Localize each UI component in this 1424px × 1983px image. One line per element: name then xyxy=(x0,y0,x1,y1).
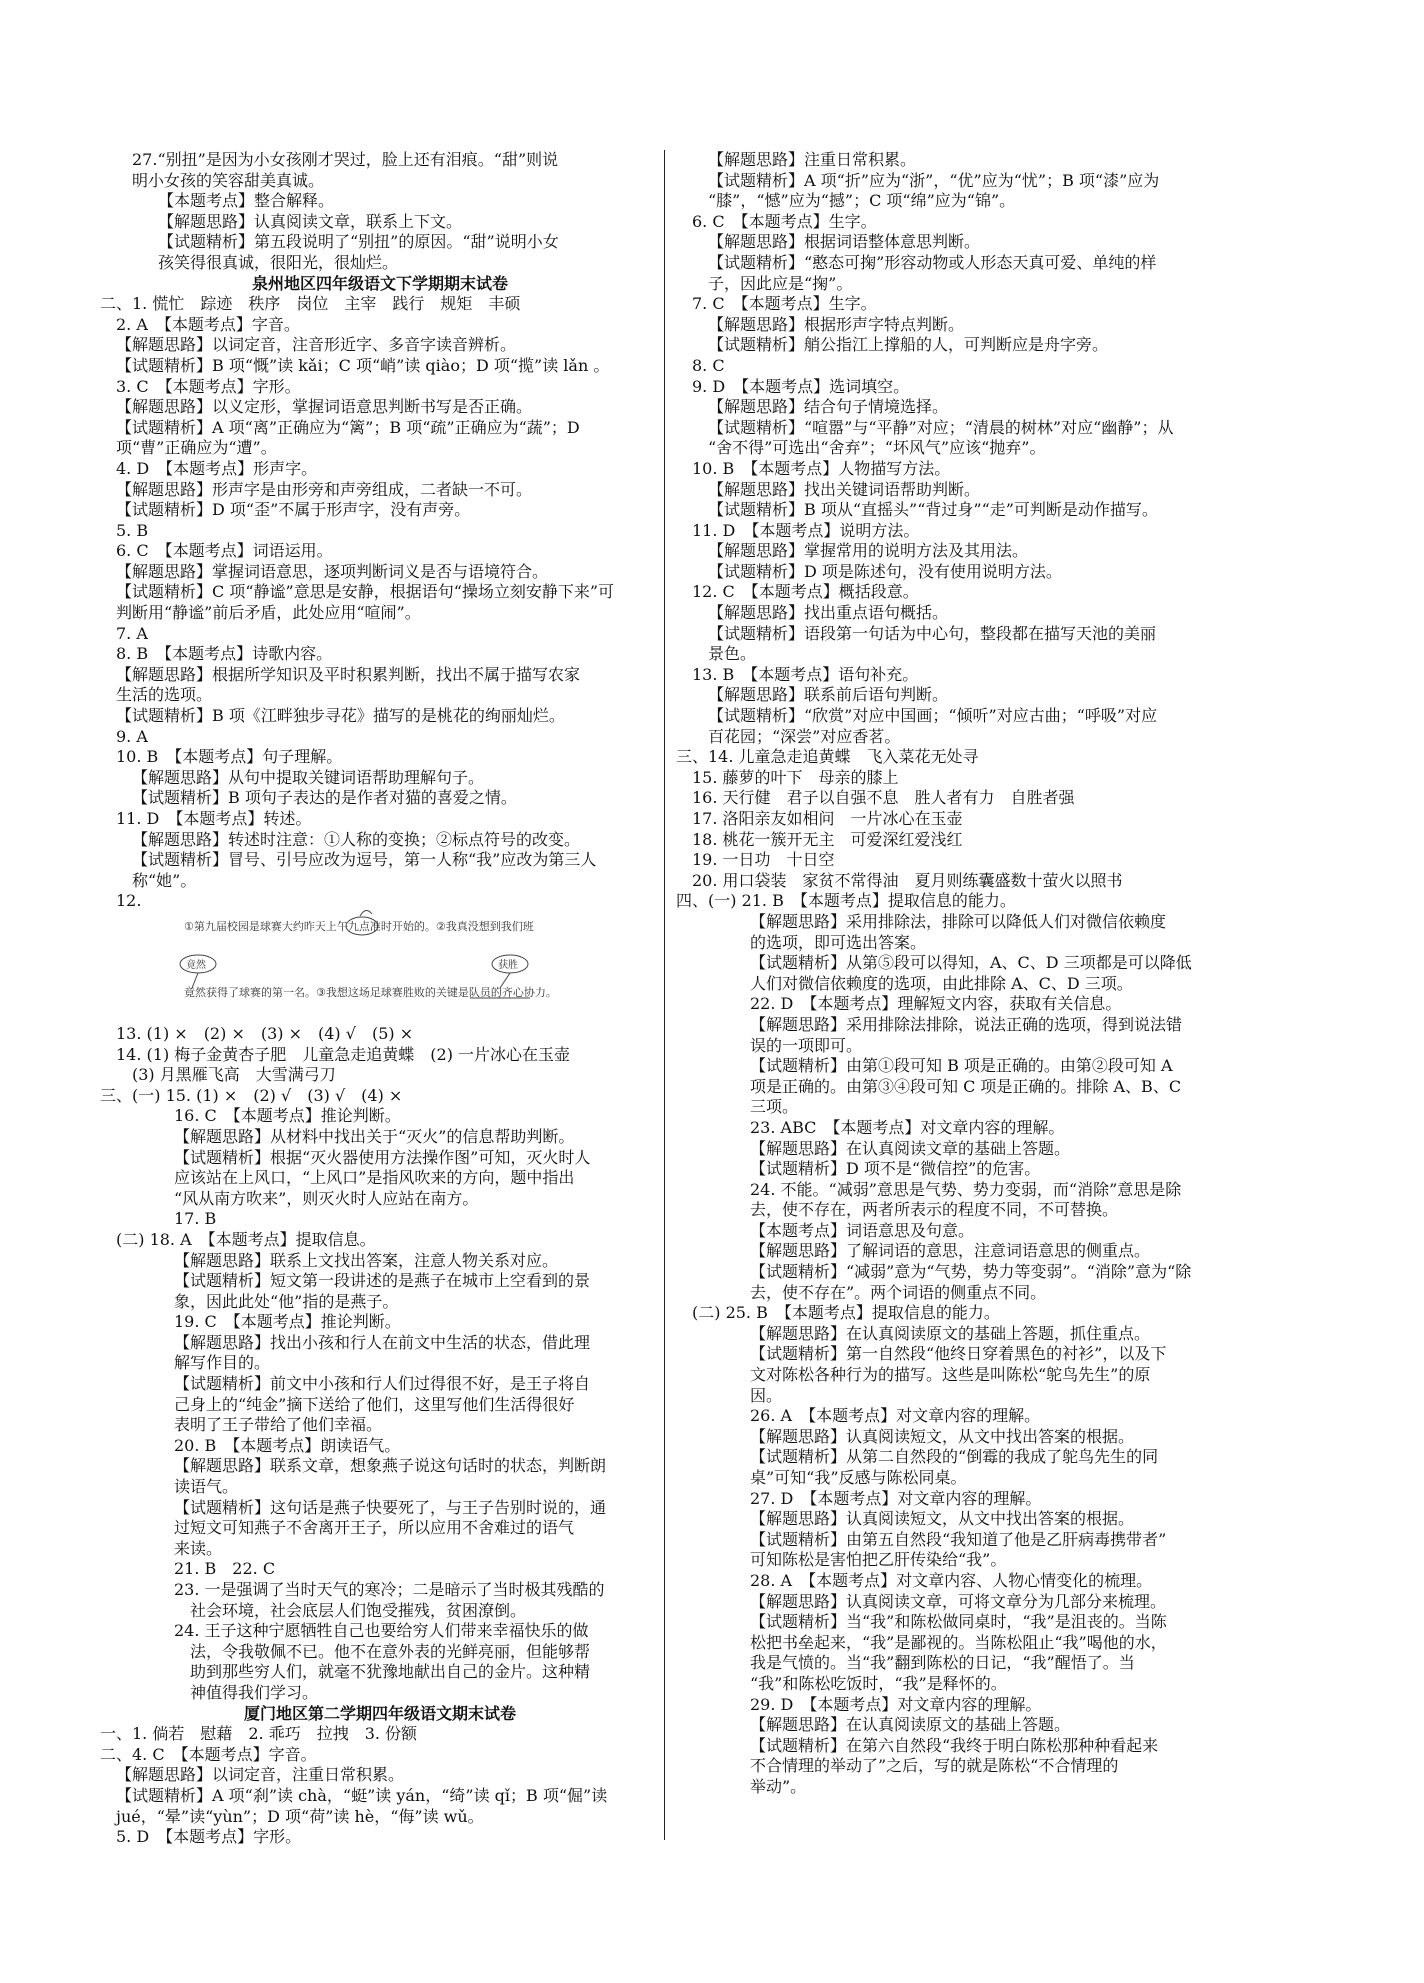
answer-line: 【解题思路】认真阅读文章，可将文章分为几部分来梳理。 xyxy=(750,1591,1167,1611)
answer-line: 【试题精析】A 项“刹”读 chà，“蜓”读 yán，“绮”读 qǐ；B 项“倔”读 xyxy=(116,1785,608,1805)
answer-line: 【试题精析】语段第一句话为中心句，整段都在描写天池的美丽 xyxy=(708,623,1157,643)
answer-line: 【试题精析】B 项《江畔独步寻花》描写的是桃花的绚丽灿烂。 xyxy=(116,706,565,726)
answer-line: 举动”。 xyxy=(750,1776,807,1796)
answer-line: 象，因此此处“他”指的是燕子。 xyxy=(174,1291,399,1311)
answer-line: 【试题精析】D 项“歪”不属于形声字，没有声旁。 xyxy=(116,500,471,520)
q12-correction-figure xyxy=(170,904,660,1022)
answer-line: 【试题精析】前文中小孩和行人们过得很不好，是王子将自 xyxy=(174,1374,591,1394)
answer-line: 7. C 【本题考点】生字。 xyxy=(692,294,877,314)
figure-label-a: 竟然 xyxy=(186,960,206,971)
answer-line: (二) 18. A 【本题考点】提取信息。 xyxy=(116,1229,376,1249)
answer-line: 【试题精析】从第二自然段的“倒霉的我成了鸵鸟先生的同 xyxy=(750,1447,1159,1467)
answer-line: 三项。 xyxy=(750,1097,799,1117)
answer-line: 【试题精析】B 项句子表达的是作者对猫的喜爱之情。 xyxy=(132,788,517,808)
answer-line: 17. B xyxy=(174,1209,217,1229)
answer-line: “风从南方吹来”，则灭火时人应站在南方。 xyxy=(174,1188,479,1208)
answer-line: 17. 洛阳亲友如相问 一片冰心在玉壶 xyxy=(692,809,963,828)
answer-line: 16. C 【本题考点】推论判断。 xyxy=(174,1106,401,1126)
answer-line: 【本题考点】整合解释。 xyxy=(158,191,335,211)
answer-line: 28. A 【本题考点】对文章内容、人物心情变化的梳理。 xyxy=(750,1570,1153,1590)
answer-line: 24. 不能。“减弱”意思是气势、势力变弱，而“消除”意思是除 xyxy=(750,1179,1182,1199)
answer-line: 【试题精析】“欣赏”对应中国画；“倾听”对应古曲；“呼吸”对应 xyxy=(708,706,1158,726)
answer-line: 三、14. 儿童急走追黄蝶 飞入菜花无处寻 xyxy=(676,747,979,767)
answer-line: 判断用“静谧”前后矛盾，此处应用“喧闹”。 xyxy=(116,603,421,623)
answer-line: 【解题思路】以义定形，掌握词语意思判断书写是否正确。 xyxy=(116,397,533,417)
answer-line: 项“曹”正确应为“遭”。 xyxy=(116,438,277,458)
answer-line: 【试题精析】D 项不是“微信控”的危害。 xyxy=(750,1159,1041,1179)
answer-line: 桌”可知“我”反感与陈松同桌。 xyxy=(750,1468,967,1487)
answer-line: 11. D 【本题考点】转述。 xyxy=(116,809,312,828)
answer-line: 【试题精析】由第五自然段“我知道了他是乙肝病毒携带者” xyxy=(750,1529,1167,1549)
answer-line: 【解题思路】从材料中找出关于“灭火”的信息帮助判断。 xyxy=(174,1126,575,1146)
answer-line: 【解题思路】注重日常积累。 xyxy=(708,150,917,169)
answer-line: 可知陈松是害怕把乙肝传染给“我”。 xyxy=(750,1550,1007,1570)
answer-line: 【解题思路】采用排除法，排除可以降低人们对微信依赖度 xyxy=(750,911,1167,931)
answer-line: 16. 天行健 君子以自强不息 胜人者有力 自胜者强 xyxy=(692,788,1075,808)
answer-line: 【试题精析】第一自然段“他终日穿着黑色的衬衫”，以及下 xyxy=(750,1344,1167,1364)
answer-line: 二、4. C 【本题考点】字音。 xyxy=(100,1744,317,1764)
answer-line: 社会环境，社会底层人们饱受摧残，贫困潦倒。 xyxy=(190,1600,527,1620)
answer-line: 【试题精析】根据“灭火器使用方法操作图”可知，灭火时人 xyxy=(174,1147,591,1167)
answer-line: 不合情理的举动了”之后，写的就是陈松“不合情理的 xyxy=(750,1756,1119,1776)
answer-line: 过短文可知燕子不舍离开王子，所以应用不舍难过的语气 xyxy=(174,1518,575,1538)
answer-line: 24. 王子这种宁愿牺牲自己也要给穷人们带来幸福快乐的做 xyxy=(174,1621,589,1641)
answer-line: 【试题精析】短文第一段讲述的是燕子在城市上空看到的景 xyxy=(174,1271,591,1291)
answer-line: jué，“晕”读“yùn”；D 项“荷”读 hè，“侮”读 wǔ。 xyxy=(116,1806,484,1826)
answer-line: 神值得我们学习。 xyxy=(190,1682,319,1702)
right-column xyxy=(676,150,1242,1798)
answer-line: 【解题思路】在认真阅读原文的基础上答题。 xyxy=(750,1715,1071,1735)
answer-line: 【解题思路】认真阅读文章，联系上下文。 xyxy=(158,211,463,231)
answer-line: “舍不得”可选出“舍弃”；“坏风气”应该“抛弃”。 xyxy=(708,438,1046,458)
answer-line: 【试题精析】由第①段可知 B 项是正确的。由第②段可知 A xyxy=(750,1056,1173,1076)
answer-line: (3) 月黑雁飞高 大雪满弓刀 xyxy=(132,1065,336,1085)
answer-line: 10. B 【本题考点】人物描写方法。 xyxy=(692,458,951,478)
answer-line: 【解题思路】结合句子情境选择。 xyxy=(708,397,949,417)
answer-line: 2. A 【本题考点】字音。 xyxy=(116,314,300,334)
answer-line: 5. D 【本题考点】字形。 xyxy=(116,1827,302,1847)
answer-line: 【解题思路】形声字是由形旁和声旁组成，二者缺一不可。 xyxy=(116,479,533,499)
answer-line: 19. 一日功 十日空 xyxy=(692,850,835,870)
answer-line: 27. D 【本题考点】对文章内容的理解。 xyxy=(750,1488,1042,1508)
answer-line: 【解题思路】找出关键词语帮助判断。 xyxy=(708,479,981,499)
answer-line: 己身上的“纯金”摘下送给了他们，这里写他们生活得很好 xyxy=(174,1394,575,1414)
answer-line: 【解题思路】了解词语的意思，注意词语意思的侧重点。 xyxy=(750,1241,1151,1261)
answer-line: 9. A xyxy=(116,726,148,746)
answer-line: 【解题思路】联系文章，想象燕子说这句话时的状态，判断朗 xyxy=(174,1456,607,1476)
answer-line: 去，使不存在，两者所表示的程度不同，不可替换。 xyxy=(750,1200,1119,1220)
answer-line: 的选项，即可选出答案。 xyxy=(750,932,927,952)
answer-line: 22. D 【本题考点】理解短文内容，获取有关信息。 xyxy=(750,994,1122,1014)
answer-line: “膝”，“憾”应为“撼”；C 项“绵”应为“锦”。 xyxy=(708,191,1016,211)
answer-line: 因。 xyxy=(750,1385,783,1405)
answer-line: 12. xyxy=(116,891,142,911)
answer-line: 【试题精析】A 项“折”应为“浙”，“优”应为“忧”；B 项“漆”应为 xyxy=(708,170,1160,190)
answer-line: 我是气愤的。当“我”翻到陈松的日记，“我”醒悟了。当 xyxy=(750,1653,1135,1673)
answer-line: 8. B 【本题考点】诗歌内容。 xyxy=(116,644,333,664)
answer-line: 【试题精析】从第⑤段可以得知，A、C、D 三项都是可以降低 xyxy=(750,953,1192,973)
answer-line: 18. 桃花一簇开无主 可爱深红爱浅红 xyxy=(692,829,963,849)
answer-line: 19. C 【本题考点】推论判断。 xyxy=(174,1312,401,1332)
answer-line: 四、(一) 21. B 【本题考点】提取信息的能力。 xyxy=(676,891,1016,911)
answer-line: 15. 藤萝的叶下 母亲的膝上 xyxy=(692,767,899,787)
section-title: 厦门地区第二学期四年级语文期末试卷 xyxy=(243,1703,516,1723)
answer-line: 人们对微信依赖度的选项，由此排除 A、C、D 三项。 xyxy=(750,973,1133,993)
answer-line: 【解题思路】认真阅读短文，从文中找出答案的根据。 xyxy=(750,1426,1135,1446)
answer-line: 二、1. 慌忙 踪迹 秩序 岗位 主宰 践行 规矩 丰硕 xyxy=(100,294,521,314)
answer-line: 【试题精析】“喧嚣”与“平静”对应；“清晨的树林”对应“幽静”；从 xyxy=(708,417,1174,437)
answer-line: 【试题精析】第五段说明了“别扭”的原因。“甜”说明小女 xyxy=(158,232,559,252)
answer-line: 【解题思路】根据词语整体意思判断。 xyxy=(708,232,981,252)
answer-line: 【解题思路】采用排除法排除，说法正确的选项，得到说法错 xyxy=(750,1014,1183,1034)
figure-line-2: 竟然获得了球赛的第一名。③我想这场足球赛胜败的关键是队员的齐心协力。 xyxy=(184,986,557,999)
answer-line: 23. 一是强调了当时天气的寒冷；二是暗示了当时极其残酷的 xyxy=(174,1580,605,1599)
answer-line: 【解题思路】联系上文找出答案，注意人物关系对应。 xyxy=(174,1250,559,1270)
answer-line: 明小女孩的笑容甜美真诚。 xyxy=(132,170,325,190)
answer-line: 【试题精析】D 项是陈述句，没有使用说明方法。 xyxy=(708,561,1062,581)
answer-line: 法，令我敬佩不已。他不在意外表的光鲜亮丽，但能够帮 xyxy=(190,1641,591,1661)
answer-line: 13. B 【本题考点】语句补充。 xyxy=(692,664,919,684)
answer-line: 【试题精析】在第六自然段“我终于明白陈松那种种看起来 xyxy=(750,1735,1159,1755)
answer-line: 8. C xyxy=(692,355,725,375)
answer-line: 【解题思路】根据所学知识及平时积累判断，找出不属于描写农家 xyxy=(116,664,581,684)
answer-line: 项是正确的。由第③④段可知 C 项是正确的。排除 A、B、C xyxy=(750,1076,1182,1096)
answer-line: 【解题思路】以词定音，注音形近字、多音字读音辨析。 xyxy=(116,335,517,355)
answer-line: 景色。 xyxy=(708,644,757,664)
answer-line: 20. B 【本题考点】朗读语气。 xyxy=(174,1435,401,1455)
answer-line: 3. C 【本题考点】字形。 xyxy=(116,376,301,396)
answer-line: 助到那些穷人们，就毫不犹豫地献出自己的金片。这种精 xyxy=(190,1662,591,1682)
answer-line: 29. D 【本题考点】对文章内容的理解。 xyxy=(750,1694,1042,1714)
answer-line: 一、1. 倘若 慰藉 2. 乖巧 拉拽 3. 份额 xyxy=(100,1724,418,1744)
answer-line: 【试题精析】C 项“静谧”意思是安静，根据语句“操场立刻安静下来”可 xyxy=(116,582,615,602)
answer-line: 【试题精析】“憨态可掬”形容动物或人形态天真可爱、单纯的样 xyxy=(708,252,1157,272)
answer-line: 【解题思路】找出重点语句概括。 xyxy=(708,603,949,623)
answer-line: 表明了王子带给了他们幸福。 xyxy=(174,1415,383,1435)
answer-line: 【解题思路】以词定音，注重日常积累。 xyxy=(116,1765,405,1785)
answer-line: 6. C 【本题考点】词语运用。 xyxy=(116,541,333,561)
answer-line: 【解题思路】掌握常用的说明方法及其用法。 xyxy=(708,541,1029,561)
answer-line: 【解题思路】认真阅读短文，从文中找出答案的根据。 xyxy=(750,1509,1135,1529)
answer-line: (二) 25. B 【本题考点】提取信息的能力。 xyxy=(692,1303,1000,1323)
answer-line: 孩笑得很真诚，很阳光，很灿烂。 xyxy=(158,252,399,272)
answer-line: 误的一项即可。 xyxy=(750,1035,863,1055)
answer-line: 【解题思路】找出小孩和行人在前文中生活的状态，借此理 xyxy=(174,1332,591,1352)
column-divider xyxy=(664,150,665,1840)
answer-line: 百花园；“深尝”对应香茗。 xyxy=(708,726,901,746)
answer-line: 【解题思路】掌握词语意思，逐项判断词义是否与语境符合。 xyxy=(116,561,549,581)
answer-line: 读语气。 xyxy=(174,1477,239,1497)
answer-line: 26. A 【本题考点】对文章内容的理解。 xyxy=(750,1406,1041,1426)
answer-line: 【试题精析】A 项“离”正确应为“篱”；B 项“疏”正确应为“蔬”；D xyxy=(116,417,580,437)
answer-line: 三、(一) 15. (1) × (2) √ (3) √ (4) × xyxy=(100,1085,403,1105)
answer-line: 4. D 【本题考点】形声字。 xyxy=(116,458,318,478)
answer-line: 【解题思路】从句中提取关键词语帮助理解句子。 xyxy=(132,767,485,787)
answer-line: 来读。 xyxy=(174,1538,223,1558)
answer-line: 【试题精析】B 项“慨”读 kǎi；C 项“峭”读 qiào；D 项“揽”读 lǎn 。 xyxy=(116,355,610,375)
answer-line: 14. (1) 梅子金黄杏子肥 儿童急走追黄蝶 (2) 一片冰心在玉壶 xyxy=(116,1044,571,1064)
answer-line: 松把书垒起来，“我”是鄙视的。当陈松阻止“我”喝他的水， xyxy=(750,1632,1167,1652)
answer-line: “我”和陈松吃饭时，“我”是释怀的。 xyxy=(750,1673,1007,1693)
correction-marks-svg xyxy=(170,904,660,1022)
answer-line: 文对陈松各种行为的描写。这些是叫陈松“鸵鸟先生”的原 xyxy=(750,1365,1151,1385)
answer-line: 13. (1) × (2) × (3) × (4) √ (5) × xyxy=(116,1023,414,1043)
answer-line: 20. 用口袋装 家贫不常得油 夏月则练囊盛数十萤火以照书 xyxy=(692,870,1123,890)
insert-mark xyxy=(360,910,372,916)
answer-line: 11. D 【本题考点】说明方法。 xyxy=(692,520,920,540)
answer-line: 应该站在上风口，“上风口”是指风吹来的方向，题中指出 xyxy=(174,1168,575,1188)
section-title: 泉州地区四年级语文下学期期末试卷 xyxy=(251,273,508,293)
answer-line: 21. B 22. C xyxy=(174,1559,276,1579)
answer-line: 【试题精析】B 项从“直摇头”“背过身”“走”可判断是动作描写。 xyxy=(708,500,1158,520)
answer-line: 生活的选项。 xyxy=(116,685,213,705)
answer-line: 6. C 【本题考点】生字。 xyxy=(692,211,877,231)
answer-line: 【试题精析】当“我”和陈松做同桌时，“我”是沮丧的。当陈 xyxy=(750,1612,1167,1632)
answer-line: 去，使不存在”。两个词语的侧重点不同。 xyxy=(750,1282,1047,1302)
answer-line: 【试题精析】“减弱”意为“气势，势力等变弱”。“消除”意为“除 xyxy=(750,1262,1192,1282)
answer-line: 【解题思路】在认真阅读原文的基础上答题，抓住重点。 xyxy=(750,1323,1151,1343)
answer-line: 【解题思路】在认真阅读文章的基础上答题。 xyxy=(750,1138,1071,1158)
answer-line: 9. D 【本题考点】选词填空。 xyxy=(692,376,910,396)
answer-line: 【本题考点】词语意思及句意。 xyxy=(750,1220,975,1240)
answer-line: 【解题思路】根据形声字特点判断。 xyxy=(708,314,965,334)
answer-line: 23. ABC 【本题考点】对文章内容的理解。 xyxy=(750,1117,1065,1137)
answer-line: 称“她”。 xyxy=(132,870,197,890)
answer-line: 解写作目的。 xyxy=(174,1353,271,1373)
answer-line: 27.“别扭”是因为小女孩刚才哭过，脸上还有泪痕。“甜”则说 xyxy=(132,150,559,169)
answer-line: 【试题精析】艄公指江上撑船的人，可判断应是舟字旁。 xyxy=(708,335,1109,355)
answer-line: 【试题精析】这句话是燕子快要死了，与王子告别时说的，通 xyxy=(174,1497,607,1517)
answer-line: 【解题思路】转述时注意：①人称的变换；②标点符号的改变。 xyxy=(132,829,581,849)
answer-line: 7. A xyxy=(116,623,148,643)
answer-line: 5. B xyxy=(116,520,149,540)
answer-line: 10. B 【本题考点】句子理解。 xyxy=(116,747,343,767)
figure-label-b: 获胜 xyxy=(498,960,518,971)
answer-line: 【解题思路】联系前后语句判断。 xyxy=(708,685,949,705)
figure-line-1: ①第九届校园是球赛大约昨天上午九点准时开始的。②我真没想到我们班 xyxy=(184,920,534,933)
answer-line: 【试题精析】冒号、引号应改为逗号，第一人称“我”应改为第三人 xyxy=(132,850,597,870)
answer-line: 子，因此应是“掬”。 xyxy=(708,273,853,293)
answer-line: 12. C 【本题考点】概括段意。 xyxy=(692,582,919,602)
